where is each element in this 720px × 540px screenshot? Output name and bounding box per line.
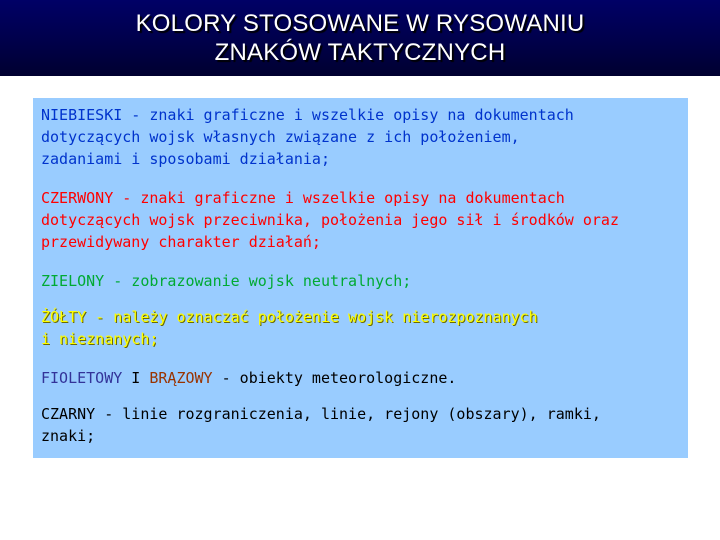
item-green: ZIELONY - zobrazowanie wojsk neutralnych; — [41, 272, 412, 290]
item-yellow: ŻÓŁTY - należy oznaczać położenie wojsk nierozpoznanych i nieznanych; — [41, 308, 538, 348]
color-legend-panel — [33, 98, 688, 458]
item-black: CZARNY - linie rozgraniczenia, linie, rejony (obszary), ramki, znaki; — [41, 405, 601, 445]
item-red: CZERWONY - znaki graficzne i wszelkie opisy na dokumentach dotyczących wojsk przeciwnika, położenia jego sił i środków oraz przewidywany charakter działań; — [41, 189, 619, 251]
item-violet-label: FIOLETOWY — [41, 369, 123, 387]
item-violet-brown-desc: - obiekty meteorologiczne. — [212, 369, 457, 387]
item-blue: NIEBIESKI - znaki graficzne i wszelkie opisy na dokumentach dotyczących wojsk własnych związane z ich położeniem, zadaniami i sposobami działania; — [41, 106, 574, 168]
title-bar — [0, 0, 720, 76]
page-title-line-1: KOLORY STOSOWANE W RYSOWANIU — [135, 10, 585, 37]
item-violet-brown — [41, 367, 681, 389]
item-brown-label: BRĄZOWY — [149, 369, 213, 387]
page-title-line-2: ZNAKÓW TAKTYCZNYCH — [214, 39, 506, 66]
item-conjunction: I — [122, 369, 150, 387]
